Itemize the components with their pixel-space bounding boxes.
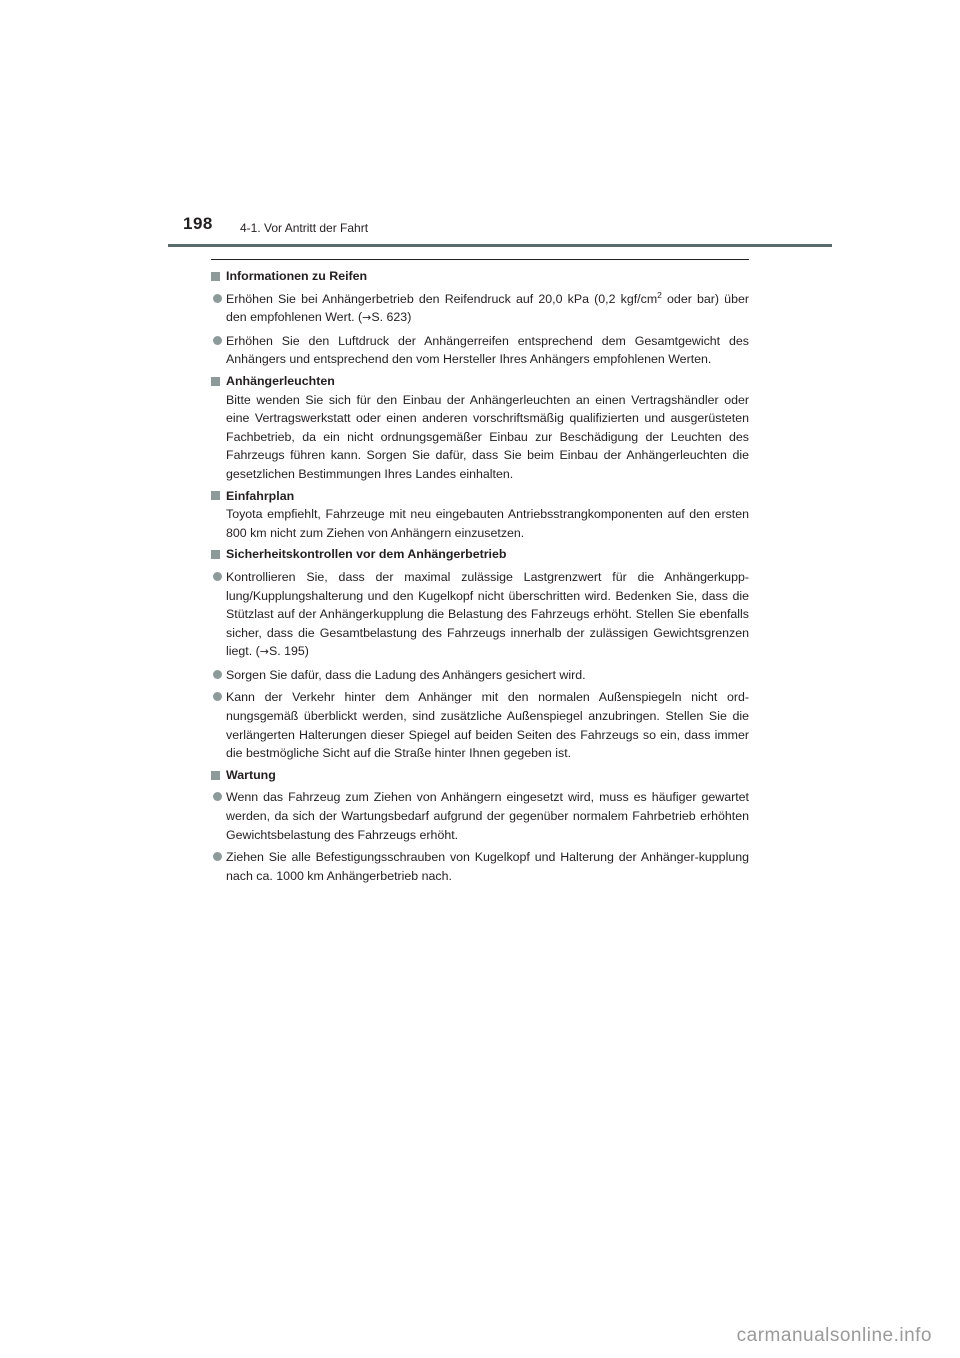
bullet-text: Wenn das Fahrzeug zum Ziehen von Anhängern eingesetzt wird, muss es häufiger gewartet werden, da sich der Wartungsbedarf aufgrund der gegenüber normalem Fahrbetrieb erhöhten Gewichtsbelastung des Fahrzeugs erhöht. <box>226 790 749 842</box>
circle-bullet-icon <box>213 692 222 701</box>
section-tire-info <box>211 267 749 369</box>
bullet-text: Ziehen Sie alle Befestigungsschrauben von Kugelkopf und Halterung der Anhänger-kupplung nach ca. 1000 km Anhängerbetrieb nach. <box>226 850 749 883</box>
square-bullet-icon <box>211 550 220 559</box>
section-paragraph: Toyota empfiehlt, Fahrzeuge mit neu eingebauten Antriebsstrangkomponenten auf den ersten 800 km nicht zum Ziehen von Anhängern einzusetzen. <box>226 507 749 540</box>
page-number: 198 <box>183 214 213 233</box>
section-trailer-lights <box>211 372 749 484</box>
superscript: 2 <box>657 289 662 300</box>
bullet-text: Erhöhen Sie bei Anhängerbetrieb den Reifendruck auf 20,0 kPa (0,2 kgf/cm <box>226 291 658 306</box>
section-safety-checks <box>211 545 749 763</box>
list-item <box>211 788 749 844</box>
square-bullet-icon <box>211 377 220 386</box>
circle-bullet-icon <box>213 336 222 345</box>
header-rule <box>168 244 832 247</box>
arrow-right-icon: → <box>362 311 372 325</box>
list-item <box>211 848 749 885</box>
section-paragraph: Bitte wenden Sie sich für den Einbau der Anhängerleuchten an einen Vertragshändler oder eine Vertragswerkstatt oder einen anderen vorschriftsmäßig qualifizierten und ausgerüsteten Fachbetrieb, da ein nicht ordnungsgemäßer Einbau zur Beschädigung der Leuchten des Fahrzeugs führen kann. Sorgen Sie dafür, dass Sie beim Einbau der Anhängerleuchten die gesetzlichen Bestimmungen Ihres Landes einhalten. <box>226 392 749 481</box>
section-heading-text: Einfahrplan <box>226 488 295 503</box>
page-reference: S. 623) <box>371 310 412 325</box>
section-break-in <box>211 487 749 543</box>
section-heading <box>211 267 749 286</box>
watermark-link[interactable]: carmanualsonline.info <box>736 1325 932 1346</box>
section-heading-text: Informationen zu Reifen <box>226 269 368 283</box>
section-title: 4-1. Vor Antritt der Fahrt <box>240 221 369 235</box>
bullet-text: Sorgen Sie dafür, dass die Ladung des Anhängers gesichert wird. <box>226 667 586 682</box>
bullet-text: Erhöhen Sie den Luftdruck der Anhängerreifen entsprechend dem Gesamtgewicht des Anhängers und entsprechend den vom Hersteller Ihres Anhängers empfohlenen Werten. <box>226 333 749 367</box>
bullet-text: Kontrollieren Sie, dass der maximal zulässige Lastgrenzwert für die Anhängerkupp-lung/Kupplungshalterung und den Kugelkopf nicht überschritten wird. Bedenken Sie, dass die Stützlast auf der Anhängerkupplung die Belastung des Fahrzeugs erhöht. Stellen Sie ebenfalls sicher, dass die Gesamtbelastung des Fahrzeugs innerhalb der zulässigen Gewichtsgrenzen liegt. ( <box>226 569 749 659</box>
square-bullet-icon <box>211 771 220 780</box>
bullet-text: oder bar) über den empfohlenen Wert. ( <box>226 291 749 325</box>
circle-bullet-icon <box>213 670 222 679</box>
list-item <box>211 666 749 685</box>
section-heading <box>211 372 749 391</box>
circle-bullet-icon <box>213 294 222 303</box>
circle-bullet-icon <box>213 852 222 861</box>
list-item <box>211 332 749 369</box>
list-item <box>211 568 749 662</box>
section-heading-text: Anhängerleuchten <box>226 373 335 388</box>
circle-bullet-icon <box>213 572 222 581</box>
list-item <box>211 688 749 762</box>
square-bullet-icon <box>211 272 220 281</box>
section-heading <box>211 487 749 506</box>
content <box>211 267 749 888</box>
content-top-rule <box>211 259 749 260</box>
list-item <box>211 290 749 328</box>
arrow-right-icon: → <box>259 645 269 659</box>
section-heading <box>211 545 749 564</box>
section-heading <box>211 766 749 785</box>
section-maintenance <box>211 766 749 886</box>
square-bullet-icon <box>211 491 220 500</box>
circle-bullet-icon <box>213 792 222 801</box>
section-heading-text: Sicherheitskontrollen vor dem Anhängerbetrieb <box>226 547 507 562</box>
page-reference: S. 195) <box>268 644 309 659</box>
section-heading-text: Wartung <box>226 767 276 782</box>
bullet-text: Kann der Verkehr hinter dem Anhänger mit den normalen Außenspiegeln nicht ord-nungsgemäß überblickt werden, sind zusätzliche Außenspiegel anzubringen. Stellen Sie die verlängerten Halterungen dieser Spiegel auf beiden Seiten des Fahrzeugs so ein, dass immer die bestmögliche Sicht auf die Straße hinter Ihnen gegeben ist. <box>226 690 749 761</box>
